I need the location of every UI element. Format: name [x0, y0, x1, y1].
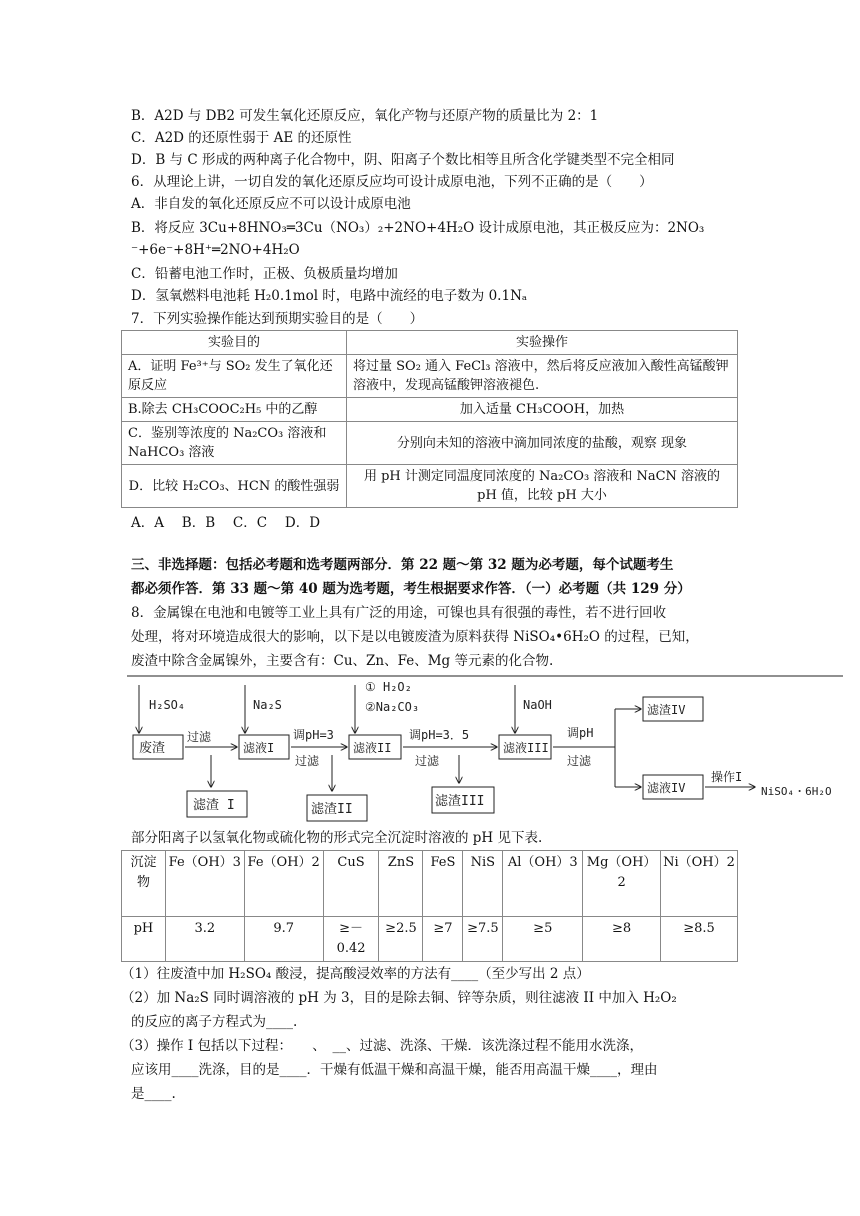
table-cell: 9.7 — [244, 917, 323, 962]
table-cell: D．比较 H₂CO₃、HCN 的酸性强弱 — [122, 465, 347, 508]
ph-table-intro: 部分阳离子以氢氧化物或硫化物的形式完全沉淀时溶液的 pH 见下表. — [131, 830, 543, 846]
table-header-cell: Fe（OH）2 — [244, 851, 323, 917]
section-heading-line1: 三、非选择题：包括必考题和选考题两部分．第 22 题～第 32 题为必考题，每个试题考生 — [131, 557, 674, 573]
q5-option-b: B．A2D 与 DB2 可发生氧化还原反应，氧化产物与还原产物的质量比为 2：1 — [131, 108, 599, 124]
table-header-cell: ZnS — [379, 851, 423, 917]
table-cell: 用 pH 计测定同温度同浓度的 Na₂CO₃ 溶液和 NaCN 溶液的 pH 值，比较 pH 大小 — [347, 465, 738, 508]
table-header-cell: 沉淀物 — [122, 851, 166, 917]
table-cell: ≥7 — [423, 917, 463, 962]
table-cell: pH — [122, 917, 166, 962]
table-header-cell: Al（OH）3 — [503, 851, 583, 917]
table-row — [122, 917, 738, 962]
q8-sub2-line1: （2）加 Na₂S 同时调溶液的 pH 为 3，目的是除去铜、锌等杂质，则往滤液 II 中加入 H₂O₂ — [121, 990, 677, 1006]
label-h2so4: H₂SO₄ — [149, 698, 186, 712]
table-cell: B.除去 CH₃COOC₂H₅ 中的乙醇 — [122, 398, 347, 422]
table-header-row — [122, 851, 738, 917]
table-header-cell: 实验操作 — [347, 331, 738, 355]
label-ph3: 调pH=3 — [293, 728, 334, 742]
label-lvzha3: 滤渣III — [435, 794, 485, 809]
q8-sub1: （1）往废渣中加 H₂SO₄ 酸浸，提高酸浸效率的方法有____（至少写出 2 点） — [121, 966, 590, 982]
table-header-cell: Mg（OH）2 — [583, 851, 661, 917]
q7-stem: 7．下列实验操作能达到预期实验目的是（ ） — [131, 311, 424, 327]
label-lvzha4: 滤渣IV — [647, 703, 686, 717]
label-lvye2: 滤液II — [353, 741, 392, 755]
table-cell: 3.2 — [165, 917, 244, 962]
table-row — [122, 422, 738, 465]
table-row — [122, 398, 738, 422]
q8-sub3-line2: 应该用____洗涤，目的是____．干燥有低温干燥和高温干燥，能否用高温干燥____，理由 — [131, 1062, 658, 1078]
q6-option-b-line1: B．将反应 3Cu+8HNO₃═3Cu（NO₃）₂+2NO+4H₂O 设计成原电池，其正极反应为：2NO₃ — [131, 220, 705, 236]
q6-stem: 6．从理论上讲，一切自发的氧化还原反应均可设计成原电池，下列不正确的是（ ） — [131, 174, 653, 190]
table-cell: ≥7.5 — [463, 917, 503, 962]
table-header-cell: CuS — [323, 851, 379, 917]
q8-stem-line1: 8．金属镍在电池和电镀等工业上具有广泛的用途，可镍也具有很强的毒性，若不进行回收 — [131, 605, 667, 621]
q5-option-d: D．B 与 C 形成的两种离子化合物中，阴、阳离子个数比相等且所含化学键类型不完全相同 — [131, 152, 675, 168]
label-h2o2: ① H₂O₂ — [365, 680, 412, 694]
process-flow-diagram — [127, 675, 843, 825]
table-cell: ≥8 — [583, 917, 661, 962]
q7-options: A．A B．B C．C D．D — [131, 515, 321, 531]
table-header-cell: NiS — [463, 851, 503, 917]
table-header-row — [122, 331, 738, 355]
label-caozuo: 操作I — [711, 770, 743, 784]
q8-stem-line2: 处理，将对环境造成很大的影响，以下是以电镀废渣为原料获得 NiSO₄•6H₂O 的过程，已知， — [131, 629, 699, 645]
table-row — [122, 355, 738, 398]
table-header-cell: 实验目的 — [122, 331, 347, 355]
table-cell: ≥5 — [503, 917, 583, 962]
table-cell: ≥－0.42 — [323, 917, 379, 962]
label-product: NiSO₄・6H₂O — [761, 785, 832, 798]
table-cell: 加入适量 CH₃COOH，加热 — [347, 398, 738, 422]
table-cell: 将过量 SO₂ 通入 FeCl₃ 溶液中，然后将反应液加入酸性高锰酸钾溶液中，发现高锰酸钾溶液褪色. — [347, 355, 738, 398]
table-header-cell: FeS — [423, 851, 463, 917]
table-cell: C．鉴别等浓度的 Na₂CO₃ 溶液和 NaHCO₃ 溶液 — [122, 422, 347, 465]
section-heading-line2: 都必须作答．第 33 题～第 40 题为选考题，考生根据要求作答．（一）必考题（共 129 分） — [131, 581, 691, 597]
label-na2s: Na₂S — [253, 698, 282, 712]
label-lvye1: 滤液I — [243, 741, 275, 755]
label-guolv-2: 过滤 — [295, 754, 320, 768]
q8-sub3-line1: （3）操作 I 包括以下过程： 、 __、过滤、洗涤、干燥．该洗涤过程不能用水洗涤， — [121, 1038, 644, 1054]
q6-option-c: C．铅蓄电池工作时，正极、负极质量均增加 — [131, 266, 398, 282]
label-feizha: 废渣 — [139, 741, 166, 756]
ph-table — [121, 850, 738, 962]
q8-sub3-line3: 是____. — [131, 1086, 176, 1102]
label-lvye3: 滤液III — [503, 741, 549, 755]
table-cell: 分别向未知的溶液中滴加同浓度的盐酸，观察 现象 — [347, 422, 738, 465]
table-cell: A．证明 Fe³⁺与 SO₂ 发生了氧化还原反应 — [122, 355, 347, 398]
table-header-cell: Fe（OH）3 — [165, 851, 244, 917]
q8-stem-line3: 废渣中除含金属镍外，主要含有：Cu、Zn、Fe、Mg 等元素的化合物. — [131, 653, 554, 669]
label-naoh: NaOH — [523, 698, 552, 712]
label-na2co3: ②Na₂CO₃ — [365, 700, 420, 714]
label-lvye4: 滤液IV — [647, 781, 686, 795]
label-guolv-4: 过滤 — [567, 754, 592, 768]
label-guolv: 过滤 — [187, 730, 212, 744]
q6-option-a: A．非自发的氧化还原反应不可以设计成原电池 — [131, 196, 411, 212]
table-row — [122, 465, 738, 508]
label-tiaoph: 调pH — [567, 726, 594, 740]
q5-option-c: C．A2D 的还原性弱于 AE 的还原性 — [131, 130, 352, 146]
label-guolv-3: 过滤 — [415, 754, 440, 768]
table-cell: ≥2.5 — [379, 917, 423, 962]
table-header-cell: Ni（OH）2 — [661, 851, 738, 917]
q7-experiment-table — [121, 330, 738, 508]
q8-sub2-line2: 的反应的离子方程式为____. — [131, 1014, 298, 1030]
label-lvzha2: 滤渣II — [311, 802, 353, 817]
q6-option-d: D．氢氧燃料电池耗 H₂0.1mol 时，电路中流经的电子数为 0.1Nₐ — [131, 288, 528, 304]
q6-option-b-line2: ⁻+6e⁻+8H⁺═2NO+4H₂O — [131, 242, 300, 258]
label-lvzha1: 滤渣 I — [193, 798, 235, 813]
table-cell: ≥8.5 — [661, 917, 738, 962]
label-ph35: 调pH=3．5 — [409, 728, 470, 742]
